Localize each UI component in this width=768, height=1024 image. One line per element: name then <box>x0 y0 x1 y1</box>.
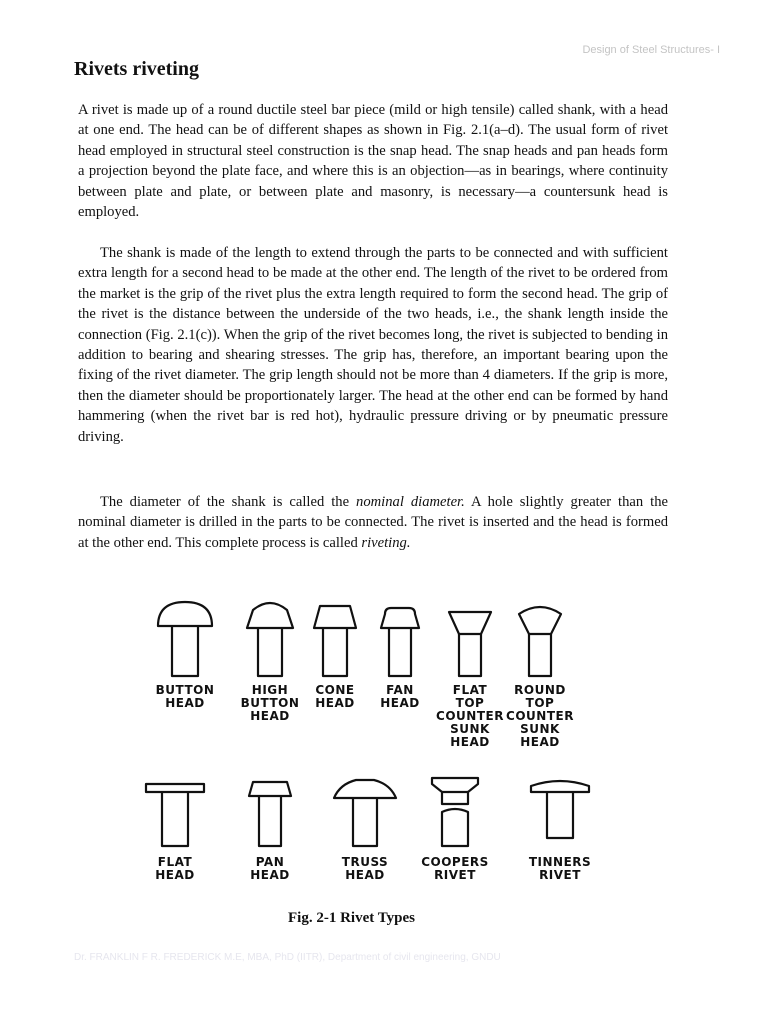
rivet-round-top-countersunk-head <box>500 598 580 749</box>
running-header: Design of Steel Structures- I <box>582 44 720 56</box>
term-nominal-diameter: nominal diameter. <box>356 494 465 510</box>
rivet-coopers <box>415 770 495 882</box>
rivet-label: TRUSS HEAD <box>341 855 389 882</box>
pan-head-rivet-icon <box>235 770 305 852</box>
rivet-label: COOPERS RIVET <box>421 855 489 882</box>
rivet-label: HIGH BUTTON HEAD <box>240 683 300 723</box>
rivet-types-figure <box>120 590 640 900</box>
flat-top-countersunk-head-rivet-icon <box>435 598 505 680</box>
truss-head-rivet-icon <box>330 770 400 852</box>
p3-text-start: The diameter of the shank is called the <box>100 494 357 510</box>
rivet-pan-head <box>230 770 310 882</box>
tinners-rivet-icon <box>525 770 595 852</box>
flat-head-rivet-icon <box>140 770 210 852</box>
figure-caption: Fig. 2-1 Rivet Types <box>288 910 415 926</box>
term-riveting: riveting. <box>361 534 411 551</box>
rivet-button-head <box>145 598 225 710</box>
coopers-rivet-icon <box>420 770 490 852</box>
rivet-label: FLAT TOP COUNTER SUNK HEAD <box>436 683 504 749</box>
rivet-flat-head <box>135 770 215 882</box>
page-title: Rivets riveting <box>74 58 199 80</box>
rivet-label: FAN HEAD <box>380 683 420 710</box>
paragraph-shank-length: The shank is made of the length to extend through the parts to be connected and with sufficient extra length for a second head to be made at the other end. The length of the rivet to be ordered from the market is the grip of the rivet plus the extra length required to form the second head. The grip of the rivet is the distance between the underside of the two heads, i.e., the shank length inside the connection (Fig. 2.1(c)). When the grip of the rivet becomes long, the rivet is subjected to bending in addition to bearing and shearing stresses. The grip has, therefore, an important bearing upon the fixing of the rivet diameter. The grip length should not be more than 4 diameters. If the grip is more, then the diameter should be proportionately larger. The head at the other end can be formed by hand hammering (when the rivet bar is red hot), hydraulic pressure driving or by pneumatic pressure driving. <box>78 245 668 445</box>
rivet-label: TINNERS RIVET <box>528 855 592 882</box>
rivet-label: BUTTON HEAD <box>155 683 215 710</box>
rivet-flat-top-countersunk-head <box>430 598 510 749</box>
p3-text-middle: A hole slightly greater than the nominal diameter is drilled in the parts to be connected. The rivet is inserted and the head is formed at the other end. This complete process is called <box>78 494 668 551</box>
rivet-label: PAN HEAD <box>250 855 290 882</box>
paragraph-rivet-definition: A rivet is made up of a round ductile steel bar piece (mild or high tensile) called shank, with a head at one end. The head can be of different shapes as shown in Fig. 2.1(a–d). The usual form of rivet head employed in structural steel construction is the snap head. The snap heads and pan heads form a projection beyond the plate face, and where this is an objection—as in bearings, where continuity between plate and plate, or between plate and masonry, is necessary—a countersunk head is employed. <box>78 102 668 221</box>
paragraph-nominal-diameter <box>78 492 668 553</box>
rivet-label: CONE HEAD <box>315 683 355 710</box>
footer-watermark: Dr. FRANKLIN F R. FREDERICK M.E, MBA, PhD (IITR), Department of civil engineering, GNDU <box>74 952 501 963</box>
rivet-fan-head <box>360 598 440 710</box>
rivet-truss-head <box>325 770 405 882</box>
fan-head-rivet-icon <box>365 598 435 680</box>
round-top-countersunk-head-rivet-icon <box>505 598 575 680</box>
rivet-label: FLAT HEAD <box>155 855 195 882</box>
button-head-rivet-icon <box>150 598 220 680</box>
rivet-label: ROUND TOP COUNTER SUNK HEAD <box>506 683 574 749</box>
rivet-tinners <box>520 770 600 882</box>
